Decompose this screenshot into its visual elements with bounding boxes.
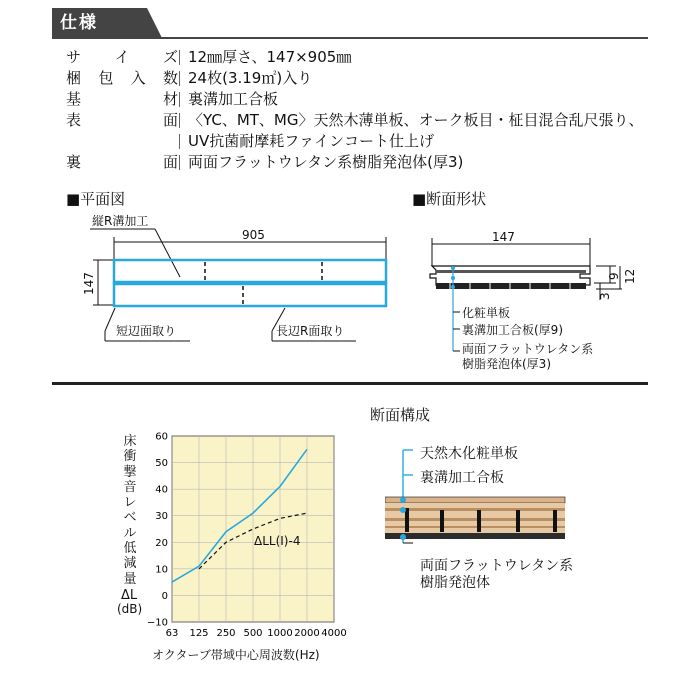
chart-xtick-label: 125 [189, 628, 209, 639]
chart-xtick-label: 250 [216, 628, 236, 639]
section-label-veneer: 化粧単板 [462, 306, 511, 320]
composition-title: 断面構成 [370, 406, 431, 424]
plan-height-label: 147 [82, 272, 96, 295]
section-label-plywood: 裏溝加工合板(厚9) [462, 323, 563, 337]
chart-xtick-label: 4000 [321, 628, 347, 639]
composition-label-foam-2: 樹脂発泡体 [420, 575, 490, 591]
section-shape-heading: ■断面形状 [412, 190, 487, 208]
plan-short-edge-label: 短辺面取り [116, 324, 177, 338]
spec-label: 表 面 [66, 111, 178, 129]
spec-label: サ イ ズ [66, 48, 178, 66]
section-dim-12: 12 [623, 268, 637, 284]
composition-label-veneer: 天然木化粧単板 [420, 446, 518, 462]
sound-reduction-chart [140, 428, 350, 643]
chart-xtick-label: 500 [243, 628, 263, 639]
plan-diagram [60, 205, 400, 350]
section-dim-9: 9 [607, 272, 621, 280]
header-rule [52, 37, 648, 39]
section-dim-3: 3 [598, 292, 612, 300]
plan-long-edge-label: 長辺R面取り [276, 324, 345, 338]
spec-value: 24枚(3.19㎡)入り [188, 69, 313, 87]
spec-value: 〈YC、MT、MG〉天然木薄単板、オーク板目・柾目混合乱尺張り、 [188, 111, 644, 129]
chart-ytick-label: 0 [161, 590, 168, 602]
spec-value: UV抗菌耐摩耗ファインコート仕上げ [188, 132, 434, 150]
spec-value: 12㎜厚さ、147×905㎜ [188, 48, 352, 66]
plan-groove-label: 縦R溝加工 [92, 214, 149, 228]
plan-heading: ■平面図 [66, 190, 126, 208]
chart-ytick-label: −10 [146, 617, 168, 629]
chart-xlabel: オクターブ帯域中心周波数(Hz) [152, 648, 320, 662]
section-divider [52, 382, 648, 385]
chart-ytick-label: 20 [155, 537, 168, 549]
plan-width-label: 905 [242, 228, 265, 242]
spec-label: 基 材 [66, 90, 178, 108]
spec-label: 梱 包 入 数 [66, 69, 178, 87]
section-width-label: 147 [492, 230, 515, 244]
chart-annotation: ΔLL(Ⅰ)-4 [254, 534, 301, 548]
section-label-foam-2: 樹脂発泡体(厚3) [462, 357, 551, 371]
composition-label-foam-1: 両面フラットウレタン系 [420, 558, 574, 574]
chart-ytick-label: 30 [155, 511, 168, 523]
composition-label-plywood: 裏溝加工合板 [420, 470, 504, 486]
chart-xtick-label: 2000 [294, 628, 320, 639]
spec-label: 裏 面 [66, 153, 178, 171]
spec-value: 両面フラットウレタン系樹脂発泡体(厚3) [188, 153, 464, 171]
section-header-title: 仕様 [60, 13, 98, 33]
chart-xtick-label: 63 [165, 628, 179, 639]
chart-ytick-label: 40 [155, 484, 168, 496]
chart-ytick-label: 10 [155, 564, 168, 576]
chart-ylabel-unit: (dB) [117, 602, 143, 616]
chart-ytick-label: 50 [155, 458, 168, 470]
spec-value: 裏溝加工合板 [188, 90, 279, 108]
chart-ytick-label: 60 [155, 431, 168, 443]
chart-ylabel-symbol: ΔL [121, 588, 138, 603]
section-label-foam-1: 両面フラットウレタン系 [462, 342, 594, 356]
chart-xtick-label: 1000 [267, 628, 293, 639]
chart-ylabel: 床 衝 撃 音 レ ベ ル 低 減 量 [123, 434, 137, 587]
